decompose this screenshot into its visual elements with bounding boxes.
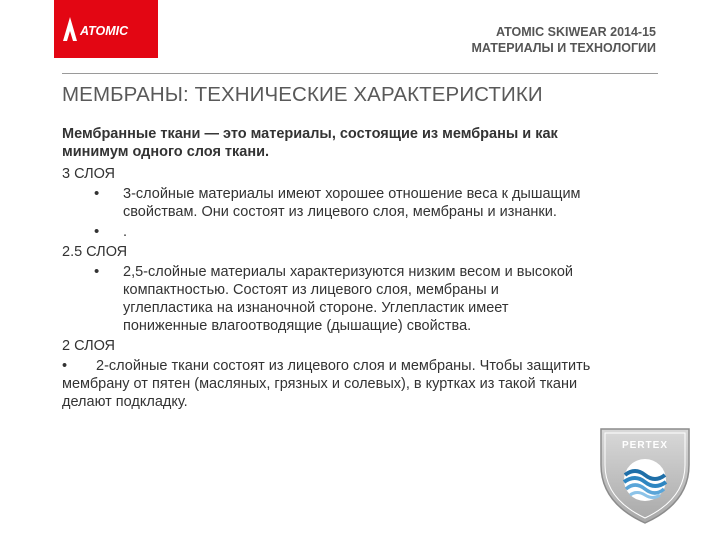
intro-text: Мембранные ткани — это материалы, состоящие из мембраны и как минимум одного слоя ткани.	[62, 126, 558, 160]
bullet-marker: •	[62, 358, 68, 374]
pertex-badge-icon	[597, 425, 693, 527]
content-body	[62, 125, 602, 411]
section-heading-2-layer: 2 СЛОЯ	[62, 338, 116, 354]
section-heading-2-5-layer: 2.5 СЛОЯ	[62, 244, 128, 260]
list-item	[94, 223, 602, 241]
bullet-text: 3-слойные материалы имеют хорошее отношение веса к дышащим свойствам. Они состоят из лицевого слоя, мембраны и изнанки.	[123, 186, 581, 220]
header-divider	[62, 73, 658, 74]
header-caption	[471, 24, 656, 56]
logo-text: ATOMIC	[80, 24, 129, 38]
header-line-2: МАТЕРИАЛЫ И ТЕХНОЛОГИИ	[471, 41, 656, 55]
bullet-marker: •	[94, 263, 100, 280]
bullet-marker: •	[94, 223, 100, 240]
list-item	[94, 263, 602, 335]
atomic-logo-mark	[58, 14, 154, 44]
list-item	[62, 357, 602, 411]
section-heading-3-layer: 3 СЛОЯ	[62, 166, 116, 182]
list-item	[94, 185, 602, 221]
bullet-text: 2,5-слойные материалы характеризуются низким весом и высокой компактностью. Состоят из лицевого слоя, мембраны и углепластика на изнаночной стороне. Углепластик имеет пониженные влагоотводящие (дышащие) свойства.	[123, 264, 574, 334]
bullet-text: 2-слойные ткани состоят из лицевого слоя и мембраны. Чтобы защитить мембрану от пятен (масляных, грязных и солевых), в куртках из такой ткани делают подкладку.	[62, 358, 591, 410]
page-title: МЕМБРАНЫ: ТЕХНИЧЕСКИЕ ХАРАКТЕРИСТИКИ	[62, 83, 543, 106]
bullet-text: .	[123, 224, 128, 240]
badge-text: PERTEX	[621, 440, 669, 451]
header-line-1: ATOMIC SKIWEAR 2014-15	[496, 25, 656, 39]
atomic-logo	[54, 0, 158, 58]
bullet-marker: •	[94, 185, 100, 202]
